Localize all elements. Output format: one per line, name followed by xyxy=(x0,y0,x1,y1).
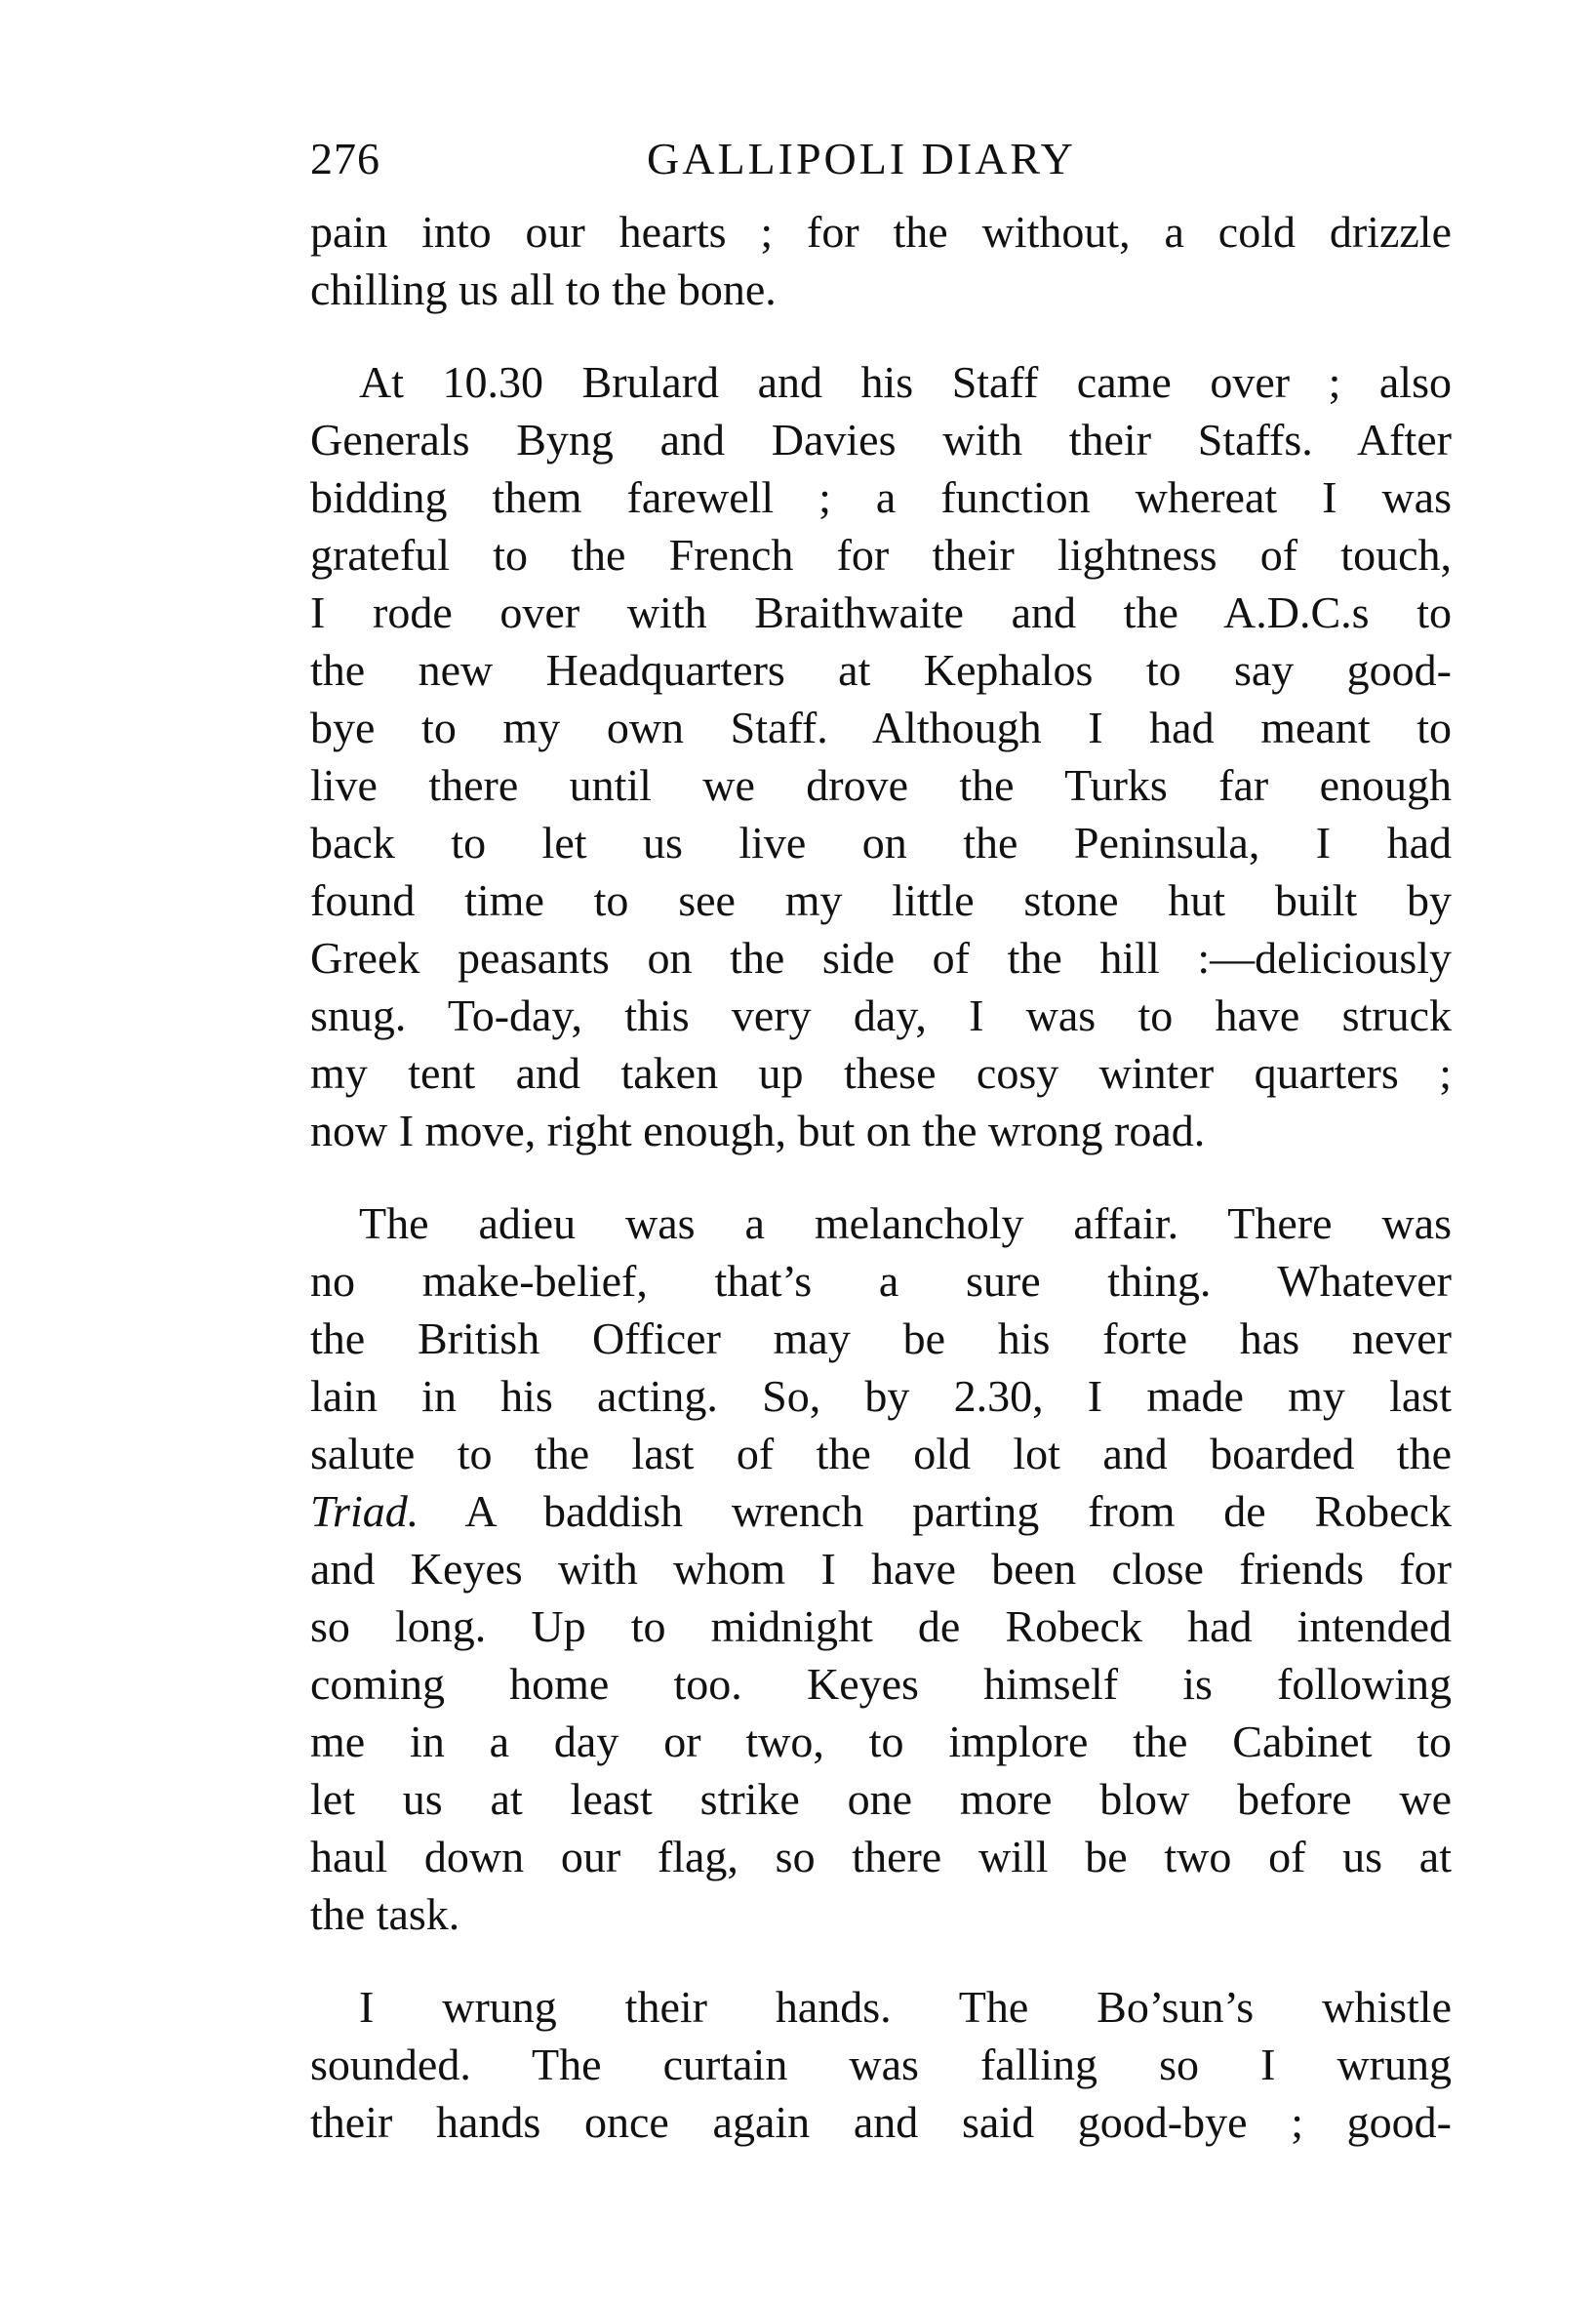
text-fragment: A baddish wrench parting from de Robeck xyxy=(419,1486,1452,1536)
text-line: salute to the last of the old lot and boarded the xyxy=(310,1429,1452,1478)
text-line: found time to see my little stone hut built by xyxy=(310,875,1452,925)
text-line: live there until we drove the Turks far enough xyxy=(310,760,1452,810)
paragraph-gap xyxy=(310,1943,1452,1978)
text-line: my tent and taken up these cosy winter quarters ; xyxy=(310,1048,1452,1098)
text-line: and Keyes with whom I have been close friends for xyxy=(310,1544,1452,1594)
paragraph xyxy=(310,1194,1452,1943)
text-line xyxy=(310,1482,1452,1540)
text-line: pain into our hearts ; for the without, a cold drizzle xyxy=(310,207,1452,257)
text-line: snug. To-day, this very day, I was to have struck xyxy=(310,990,1452,1040)
ship-name: Triad. xyxy=(310,1486,419,1536)
text-line: so long. Up to midnight de Robeck had intended xyxy=(310,1601,1452,1651)
text-line: chilling us all to the bone. xyxy=(310,264,777,314)
paragraph xyxy=(310,353,1452,1159)
text-line: I rode over with Braithwaite and the A.D.C.s to xyxy=(310,587,1452,637)
body-text xyxy=(310,203,1452,2151)
text-line: the British Officer may be his forte has never xyxy=(310,1313,1452,1363)
text-line: I wrung their hands. The Bo’sun’s whistle xyxy=(359,1982,1452,2032)
text-line: now I move, right enough, but on the wrong road. xyxy=(310,1106,1206,1155)
paragraph-gap xyxy=(310,1159,1452,1194)
running-title: GALLIPOLI DIARY xyxy=(647,134,1076,183)
text-line: grateful to the French for their lightness of touch, xyxy=(310,530,1452,580)
text-line: back to let us live on the Peninsula, I had xyxy=(310,818,1452,868)
paragraph-gap xyxy=(310,318,1452,353)
text-line: Generals Byng and Davies with their Staffs. After xyxy=(310,415,1452,465)
text-line: Greek peasants on the side of the hill :—deliciously xyxy=(310,933,1452,983)
text-line: sounded. The curtain was falling so I wrung xyxy=(310,2040,1452,2089)
text-line: the new Headquarters at Kephalos to say good- xyxy=(310,645,1452,695)
text-line: haul down our flag, so there will be two of us at xyxy=(310,1832,1452,1881)
text-line: The adieu was a melancholy affair. There was xyxy=(359,1198,1452,1248)
running-head xyxy=(310,125,1452,193)
paragraph xyxy=(310,1978,1452,2151)
text-line: let us at least strike one more blow before we xyxy=(310,1774,1452,1824)
text-line: bidding them farewell ; a function whereat I was xyxy=(310,472,1452,522)
text-line: me in a day or two, to implore the Cabinet to xyxy=(310,1717,1452,1766)
text-line: bye to my own Staff. Although I had meant to xyxy=(310,703,1452,752)
text-line: coming home too. Keyes himself is following xyxy=(310,1659,1452,1709)
text-line: At 10.30 Brulard and his Staff came over ; also xyxy=(359,357,1452,407)
paragraph xyxy=(310,203,1452,318)
text-line: their hands once again and said good-bye ; good- xyxy=(310,2097,1452,2147)
page-number: 276 xyxy=(310,134,380,183)
text-line: lain in his acting. So, by 2.30, I made my last xyxy=(310,1371,1452,1421)
text-line: no make-belief, that’s a sure thing. Whatever xyxy=(310,1256,1452,1306)
text-line: the task. xyxy=(310,1889,460,1939)
